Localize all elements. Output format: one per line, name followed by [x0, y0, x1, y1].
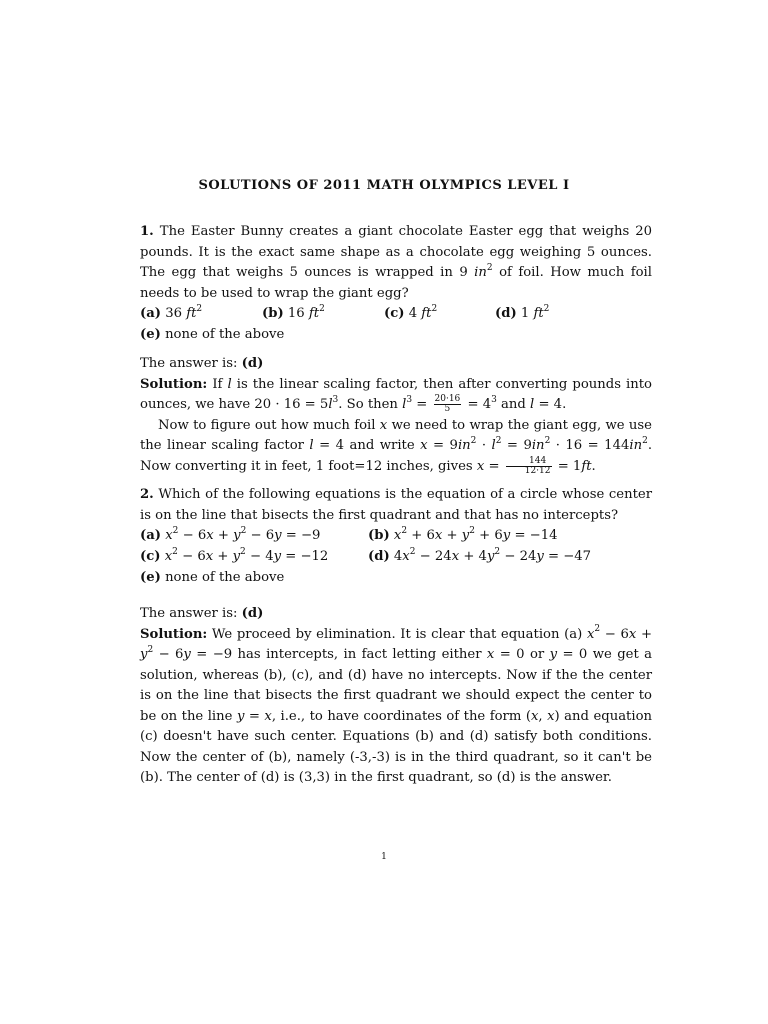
question-1 — [140, 222, 652, 346]
solution-1 — [140, 354, 652, 477]
choice-e: (e) none of the above — [140, 327, 285, 342]
solution-2-text: Solution: We proceed by elimination. It is clear that equation (a) $x^2 - 6x + y^2 - 6y = -9$ has intercepts, in fact letting either x = 0 or y = 0 we get a solution, whereas (b), (c), and (d) have no intercepts. Now if the the center is on the line that bisects the first quadrant we should expect the center to be on the line y = x, i.e., to have coordinates of the form (x, x) and equation (c) doesn't have such center. Equations (b) and (d) satisfy both conditions. Now the center of (b), namely (-3,-3) is in the third quadrant, so it can't be (b). The center of (d) is (3,3) in the first quadrant, so (d) is the answer. — [140, 624, 653, 785]
choice-e: (e) none of the above — [140, 570, 285, 585]
answer-2: (d) — [241, 606, 264, 621]
question-2 — [140, 485, 652, 589]
choice-b: (b) 16 $ft^2$ — [262, 303, 325, 321]
question-2-choices-row-2 — [140, 547, 652, 568]
page-title: SOLUTIONS OF 2011 MATH OLYMPICS LEVEL I — [198, 178, 570, 193]
question-1-text: 1. The Easter Bunny creates a giant chocolate Easter egg that weighs 20 pounds. It is the exact same shape as a chocolate egg weighing 5 ounces. The egg that weighs 5 ounces is wrapped in 9 $in^2$ of foil. How much foil needs to be used to wrap the giant egg? — [140, 224, 652, 301]
solution-2 — [140, 604, 652, 789]
question-2-choices-row-1 — [140, 526, 652, 547]
choice-b: (b) $x^2 + 6x + y^2 + 6y = -14$ — [368, 525, 558, 543]
page-number: 1 — [381, 852, 387, 862]
choice-d: (d) $4x^2 - 24x + 4y^2 - 24y = -47$ — [368, 546, 592, 564]
choice-c: (c) $x^2 - 6x + y^2 - 4y = -12$ — [140, 546, 329, 564]
choice-c: (c) 4 $ft^2$ — [384, 303, 438, 321]
answer-1-line: The answer is: (d) — [140, 356, 264, 371]
answer-2-line: The answer is: (d) — [140, 606, 264, 621]
solution-1-p1: Solution: If l is the linear scaling factor, then after converting pounds into ounces, we have $20 \cdot 16 = 5l^3$. So then $l^3$ = $\frac{20\cdot 16}{5}$ = $4^3$ and l = 4. — [140, 376, 652, 414]
solution-1-p2: Now to figure out how much foil x we need to wrap the giant egg, we use the linear scaling factor l = 4 and write $x = 9in^2 \cdot l^2 = 9in^2 \cdot 16 = 144in^2$. Now converting it in feet, 1 foot=12 inches, gives x = $\frac{144}{12\cdot 12}$ = 1ft. — [140, 417, 653, 476]
answer-1: (d) — [241, 356, 264, 371]
choice-a: (a) 36 $ft^2$ — [140, 303, 203, 321]
question-2-text: 2. Which of the following equations is the equation of a circle whose center is on the line that bisects the first quadrant and that has no intercepts? — [140, 487, 652, 523]
choice-d: (d) 1 $ft^2$ — [495, 303, 550, 321]
question-1-choices-row — [140, 304, 652, 325]
question-2-choice-e-row — [140, 568, 652, 589]
question-1-choice-e-row — [140, 325, 652, 346]
choice-a: (a) $x^2 - 6x + y^2 - 6y = -9$ — [140, 525, 321, 543]
